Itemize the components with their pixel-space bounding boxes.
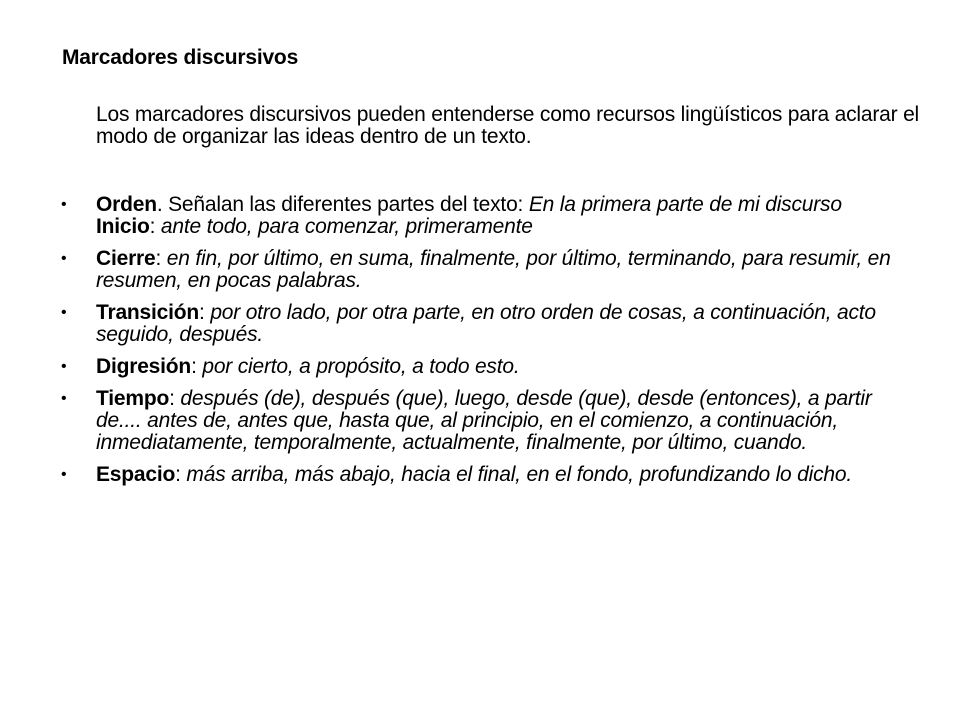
bullet-item-digresion [0,356,916,378]
bullet-term: Transición [96,301,200,324]
bullet-item-transicion [0,302,916,346]
bullet-sub-term: Inicio [96,215,150,238]
bullet-dot-icon: • [61,390,67,407]
bullet-examples: en fin, por último, en suma, finalmente, por último, terminando, para resumir, en resumen, en pocas palabras. [96,247,891,292]
bullet-examples: por cierto, a propósito, a todo esto. [202,355,520,378]
bullet-separator: : [155,247,167,270]
bullet-examples: después (de), después (que), luego, desde (que), desde (entonces), a partir de.... antes de, antes que, hasta que, al principio, en el comienzo, a continuación, inmediatamente, temporalmente, actualmente, finalmente, por último, cuando. [96,387,872,454]
slide-title: Marcadores discursivos [62,46,299,69]
bullet-separator: : [169,387,181,410]
bullet-dot-icon: • [61,250,67,267]
bullet-item-espacio [0,464,916,486]
bullet-dot-icon: • [61,358,67,375]
bullet-separator: : [175,463,187,486]
bullet-separator: : [191,355,203,378]
bullet-dot-icon: • [61,196,67,213]
intro-paragraph: Los marcadores discursivos pueden entenderse como recursos lingüísticos para aclarar el modo de organizar las ideas dentro de un texto. [96,103,920,148]
bullet-subline [96,216,916,238]
bullet-item-orden [0,194,916,238]
bullet-list [0,194,960,496]
bullet-dot-icon: • [61,466,67,483]
bullet-description: Señalan las diferentes partes del texto: [168,193,529,216]
bullet-term: Digresión [96,355,192,378]
bullet-dot-icon: • [61,304,67,321]
bullet-item-tiempo [0,388,916,454]
bullet-sub-examples: ante todo, para comenzar, primeramente [160,215,533,238]
bullet-term: Tiempo [96,387,170,410]
bullet-term: Cierre [96,247,156,270]
bullet-separator: : [199,301,211,324]
bullet-separator: . [156,193,169,216]
bullet-examples: En la primera parte de mi discurso [528,193,842,216]
bullet-item-cierre [0,248,916,292]
bullet-sub-separator: : [149,215,161,238]
bullet-term: Espacio [96,463,176,486]
bullet-term: Orden [96,193,157,216]
bullet-examples: por otro lado, por otra parte, en otro orden de cosas, a continuación, acto seguido, después. [96,301,876,346]
bullet-examples: más arriba, más abajo, hacia el final, en el fondo, profundizando lo dicho. [186,463,853,486]
